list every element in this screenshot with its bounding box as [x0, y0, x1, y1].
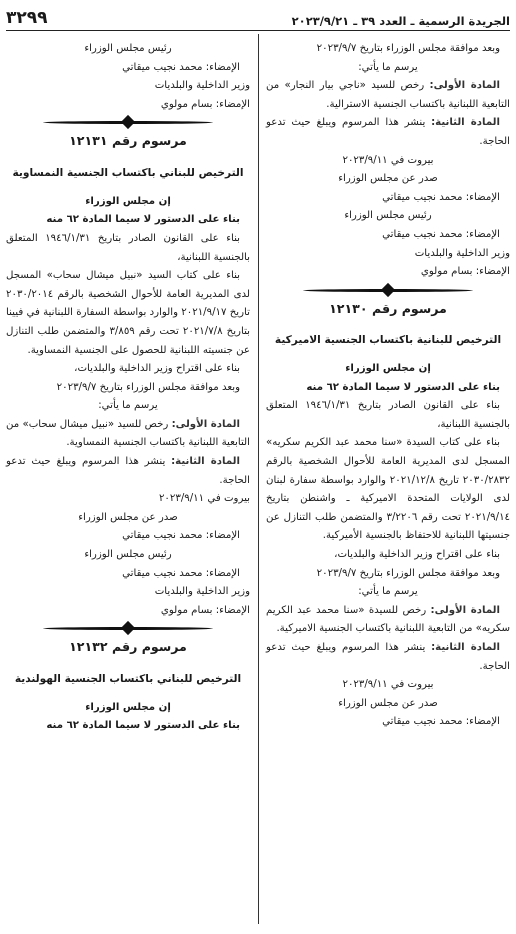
article-two: [266, 639, 510, 676]
section-separator: [6, 116, 250, 128]
date-line: بيروت في ٢٠٢٣/٩/١١: [342, 154, 434, 166]
minister-title: وزير الداخلية والبلديات: [154, 586, 250, 598]
council-line: إن مجلس الوزراء: [345, 363, 431, 375]
proposal-line: بناء على اقتراح وزير الداخلية والبلديات،: [74, 363, 240, 375]
article-label: المادة الأولى:: [429, 80, 500, 92]
minister-title: وزير الداخلية والبلديات: [154, 80, 250, 92]
signature-line: الإمضاء: محمد نجيب ميقاتي: [122, 61, 240, 73]
constitution-line: بناء على الدستور لا سيما المادة ٦٢ منه: [46, 214, 240, 226]
proposal-line: بناء على اقتراح وزير الداخلية والبلديات،: [334, 549, 500, 561]
article-text: ينشر هذا المرسوم ويبلغ حيث تدعو الحاجة.: [266, 117, 510, 147]
decree-title: مرسوم رقم ١٢١٣٢: [69, 639, 187, 655]
decree-line: يرسم ما يأتي:: [358, 61, 418, 73]
approval-line: وبعد موافقة مجلس الوزراء بتاريخ ٢٠٢٣/٩/٧: [56, 381, 240, 393]
letter-paragraph: بناء على كتاب السيدة «سنا محمد عبد الكريم سكريه» المسجل لدى المديرية العامة للأحوال الشخصية بالرقم ٢٠٣٠/٢٨٣٢ تاريخ ٢٠٢١/١٢/٨ والوارد بواسطة سفارة لبنان لدى الولايات المتحدة الاميركية ـ واشنطن بتاريخ ٢٠٢١/٩/١٤ تحت رقم ٣/٢٢٠٦ والمتضمن طلب التنازل عن جنسيتها اللبنانية للاحتفاظ بالجنسية الأميركية.: [266, 437, 511, 542]
pm-title: رئيس مجلس الوزراء: [344, 210, 432, 222]
article-label: المادة الأولى:: [171, 418, 240, 430]
article-label: المادة الأولى:: [430, 604, 500, 616]
article-text: رخص للسيد «نبيل ميشال سحاب» من التابعية اللبنانية باكتساب الجنسية النمساوية.: [6, 418, 250, 449]
page-number: ٣٢٩٩: [6, 8, 48, 28]
section-separator: [266, 284, 510, 296]
right-column: [266, 40, 510, 732]
decree-title: مرسوم رقم ١٢١٣٠: [329, 300, 447, 316]
decree-line: يرسم ما يأتي:: [98, 400, 158, 412]
article-text: ينشر هذا المرسوم ويبلغ حيث تدعو الحاجة.: [266, 642, 510, 672]
signature-line: الإمضاء: محمد نجيب ميقاتي: [382, 228, 500, 240]
signature-line: الإمضاء: بسام مولوي: [160, 604, 250, 616]
article-text: ينشر هذا المرسوم ويبلغ حيث تدعو الحاجة.: [6, 456, 250, 486]
gazette-title: الجريدة الرسمية ـ العدد ٣٩ ـ ٢٠٢٣/٩/٢١: [291, 14, 510, 28]
signature-line: الإمضاء: بسام مولوي: [420, 266, 510, 278]
decree-subtitle: الترخيص للبنانية باكتساب الجنسية الاميركية: [274, 333, 502, 346]
article-two: [6, 453, 250, 490]
letter-paragraph: بناء على كتاب السيد «نبيل ميشال سحاب» المسجل لدى المديرية العامة للأحوال الشخصية بالرقم ٢٠٣٠/٢٠١٤ تاريخ ٢٠٢١/٩/١٧ والوارد بواسطة السفارة اللبنانية في فيينا بتاريخ ٢٠٢١/٧/٨ تحت رقم ٣/٨٥٩ والمتضمن طلب التنازل عن جنسيته اللبنانية للحصول على الجنسية النمساوية.: [6, 270, 250, 356]
council-line: إن مجلس الوزراء: [85, 701, 171, 713]
page-header: [6, 6, 510, 31]
article-one: [6, 416, 250, 453]
council-line: إن مجلس الوزراء: [85, 195, 171, 207]
article-label: المادة الثانية:: [431, 117, 500, 129]
issued-line: صدر عن مجلس الوزراء: [338, 697, 438, 709]
date-line: بيروت في ٢٠٢٣/٩/١١: [158, 493, 250, 505]
section-separator: [6, 622, 250, 634]
article-text: رخص للسيد «ناجي بيار النجار» من التابعية اللبنانية باكتساب الجنسية الاسترالية.: [266, 80, 510, 110]
signature-line: الإمضاء: محمد نجيب ميقاتي: [122, 567, 240, 579]
column-divider: [258, 34, 259, 924]
pm-title: رئيس مجلس الوزراء: [84, 549, 172, 561]
decree-subtitle: الترخيص للبناني باكتساب الجنسية النمساوية: [12, 166, 244, 179]
law-line: بناء على القانون الصادر بتاريخ ١٩٤٦/١/٣١ المتعلق بالجنسية اللبنانية،: [6, 232, 250, 263]
constitution-line: بناء على الدستور لا سيما المادة ٦٢ منه: [306, 381, 500, 393]
article-label: المادة الثانية:: [431, 642, 500, 653]
decree-subtitle: الترخيص للبناني باكتساب الجنسية الهولندية: [14, 672, 242, 685]
article-two: [266, 114, 510, 151]
approval-line: وبعد موافقة مجلس الوزراء بتاريخ ٢٠٢٣/٩/٧: [316, 43, 500, 54]
minister-title: وزير الداخلية والبلديات: [414, 247, 510, 259]
signature-line: الإمضاء: محمد نجيب ميقاتي: [122, 530, 240, 542]
issued-line: صدر عن مجلس الوزراء: [78, 511, 178, 523]
approval-line: وبعد موافقة مجلس الوزراء بتاريخ ٢٠٢٣/٩/٧: [316, 567, 500, 579]
left-column: [6, 40, 250, 736]
article-one: [266, 77, 510, 114]
issued-line: صدر عن مجلس الوزراء: [338, 173, 438, 185]
article-text: رخص للسيدة «سنا محمد عبد الكريم سكريه» من التابعية اللبنانية باكتساب الجنسية الاميركية.: [266, 604, 510, 635]
decree-line: يرسم ما يأتي:: [358, 586, 418, 598]
law-line: بناء على القانون الصادر بتاريخ ١٩٤٦/١/٣١ المتعلق بالجنسية اللبنانية،: [266, 400, 510, 430]
pm-title: رئيس مجلس الوزراء: [84, 43, 172, 54]
signature-line: الإمضاء: محمد نجيب ميقاتي: [382, 716, 500, 728]
signature-line: الإمضاء: بسام مولوي: [160, 98, 250, 110]
article-one: [266, 602, 510, 639]
decree-title: مرسوم رقم ١٢١٣١: [69, 133, 187, 149]
constitution-line: بناء على الدستور لا سيما المادة ٦٢ منه: [46, 720, 240, 732]
article-label: المادة الثانية:: [171, 456, 240, 468]
date-line: بيروت في ٢٠٢٣/٩/١١: [342, 679, 434, 691]
signature-line: الإمضاء: محمد نجيب ميقاتي: [382, 191, 500, 203]
